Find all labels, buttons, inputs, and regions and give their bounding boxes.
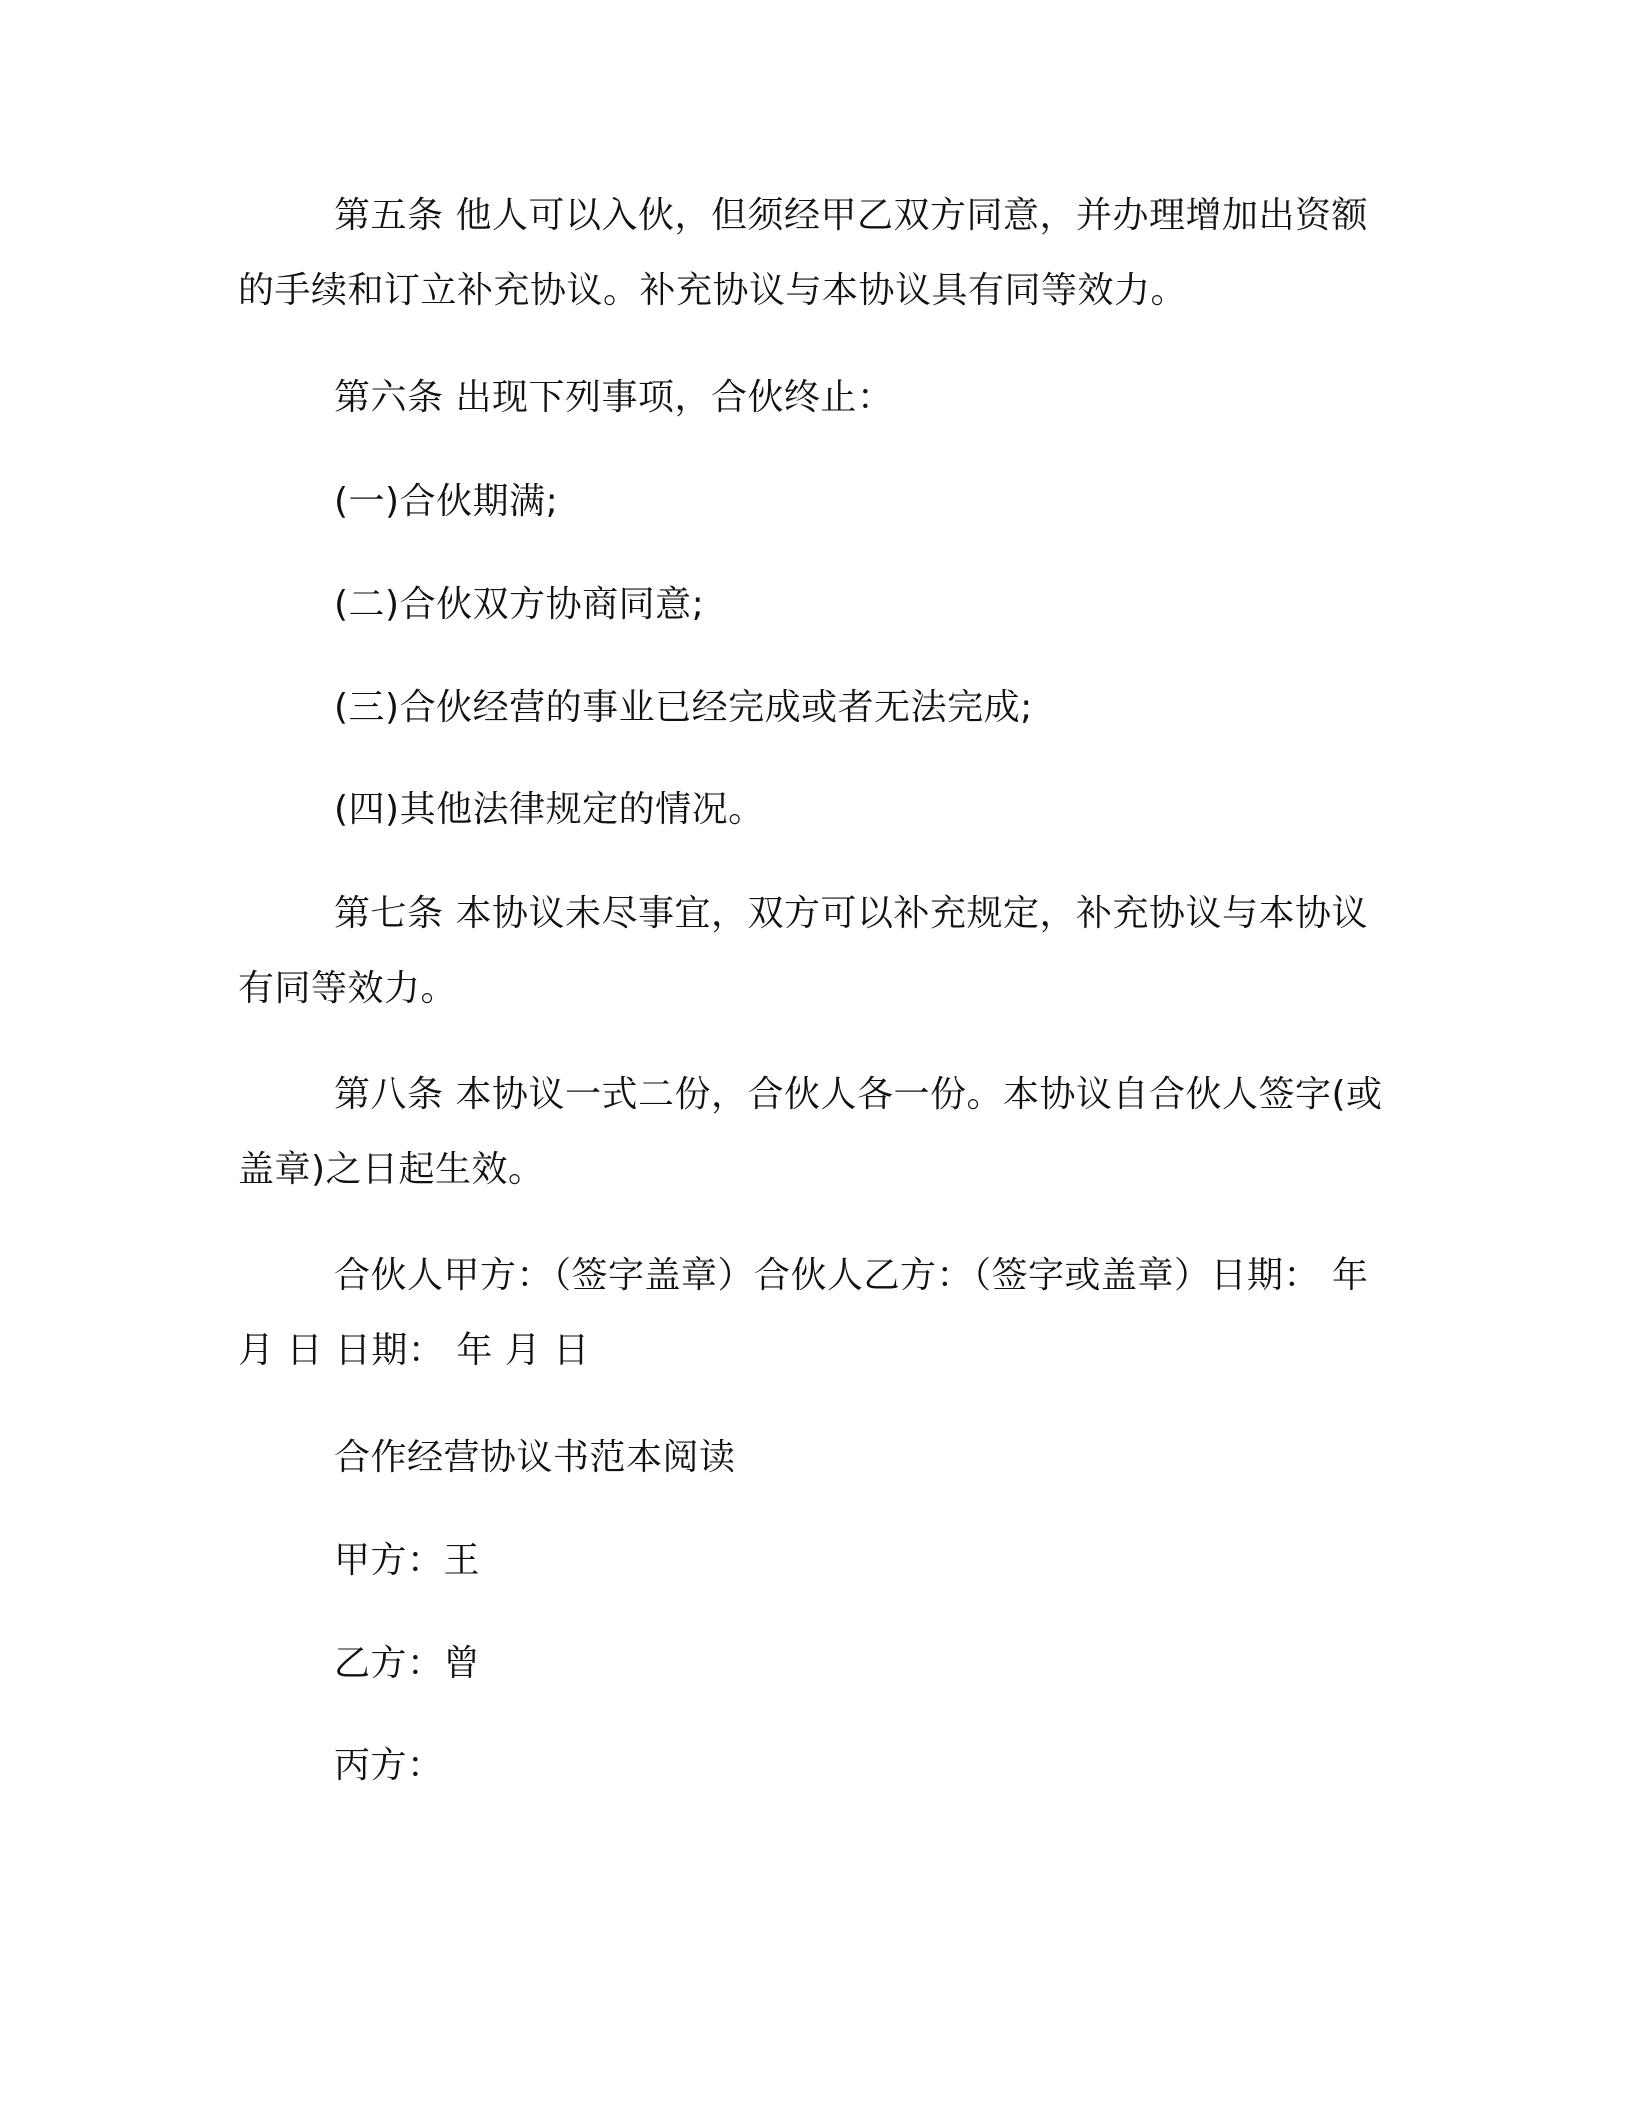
section-heading: 合作经营协议书范本阅读: [334, 1437, 736, 1478]
termination-item-3: (三)合伙经营的事业已经完成或者无法完成;: [334, 687, 1033, 728]
termination-item-2: (二)合伙双方协商同意;: [334, 584, 705, 625]
article-6-paragraph: 第六条 出现下列事项，合伙终止：: [334, 377, 894, 418]
article-5-paragraph: 第五条 他人可以入伙，但须经甲乙双方同意，并办理增加出资额的手续和订立补充协议。补充协议与本协议具有同等效力。: [238, 195, 1368, 311]
party-b-line: 乙方：曾: [334, 1643, 481, 1684]
termination-item-4: (四)其他法律规定的情况。: [334, 789, 765, 830]
article-7-paragraph: 第七条 本协议未尽事宜，双方可以补充规定，补充协议与本协议有同等效力。: [238, 893, 1368, 1009]
signature-line: 合伙人甲方：（签字盖章）合伙人乙方：（签字或盖章）日期： 年 月 日 日期： 年 月 日: [238, 1255, 1369, 1371]
party-c-line: 丙方：: [334, 1745, 444, 1786]
party-a-line: 甲方：王: [334, 1540, 481, 1581]
termination-item-1: (一)合伙期满;: [334, 481, 559, 522]
article-8-paragraph: 第八条 本协议一式二份，合伙人各一份。本协议自合伙人签字(或盖章)之日起生效。: [238, 1074, 1383, 1190]
